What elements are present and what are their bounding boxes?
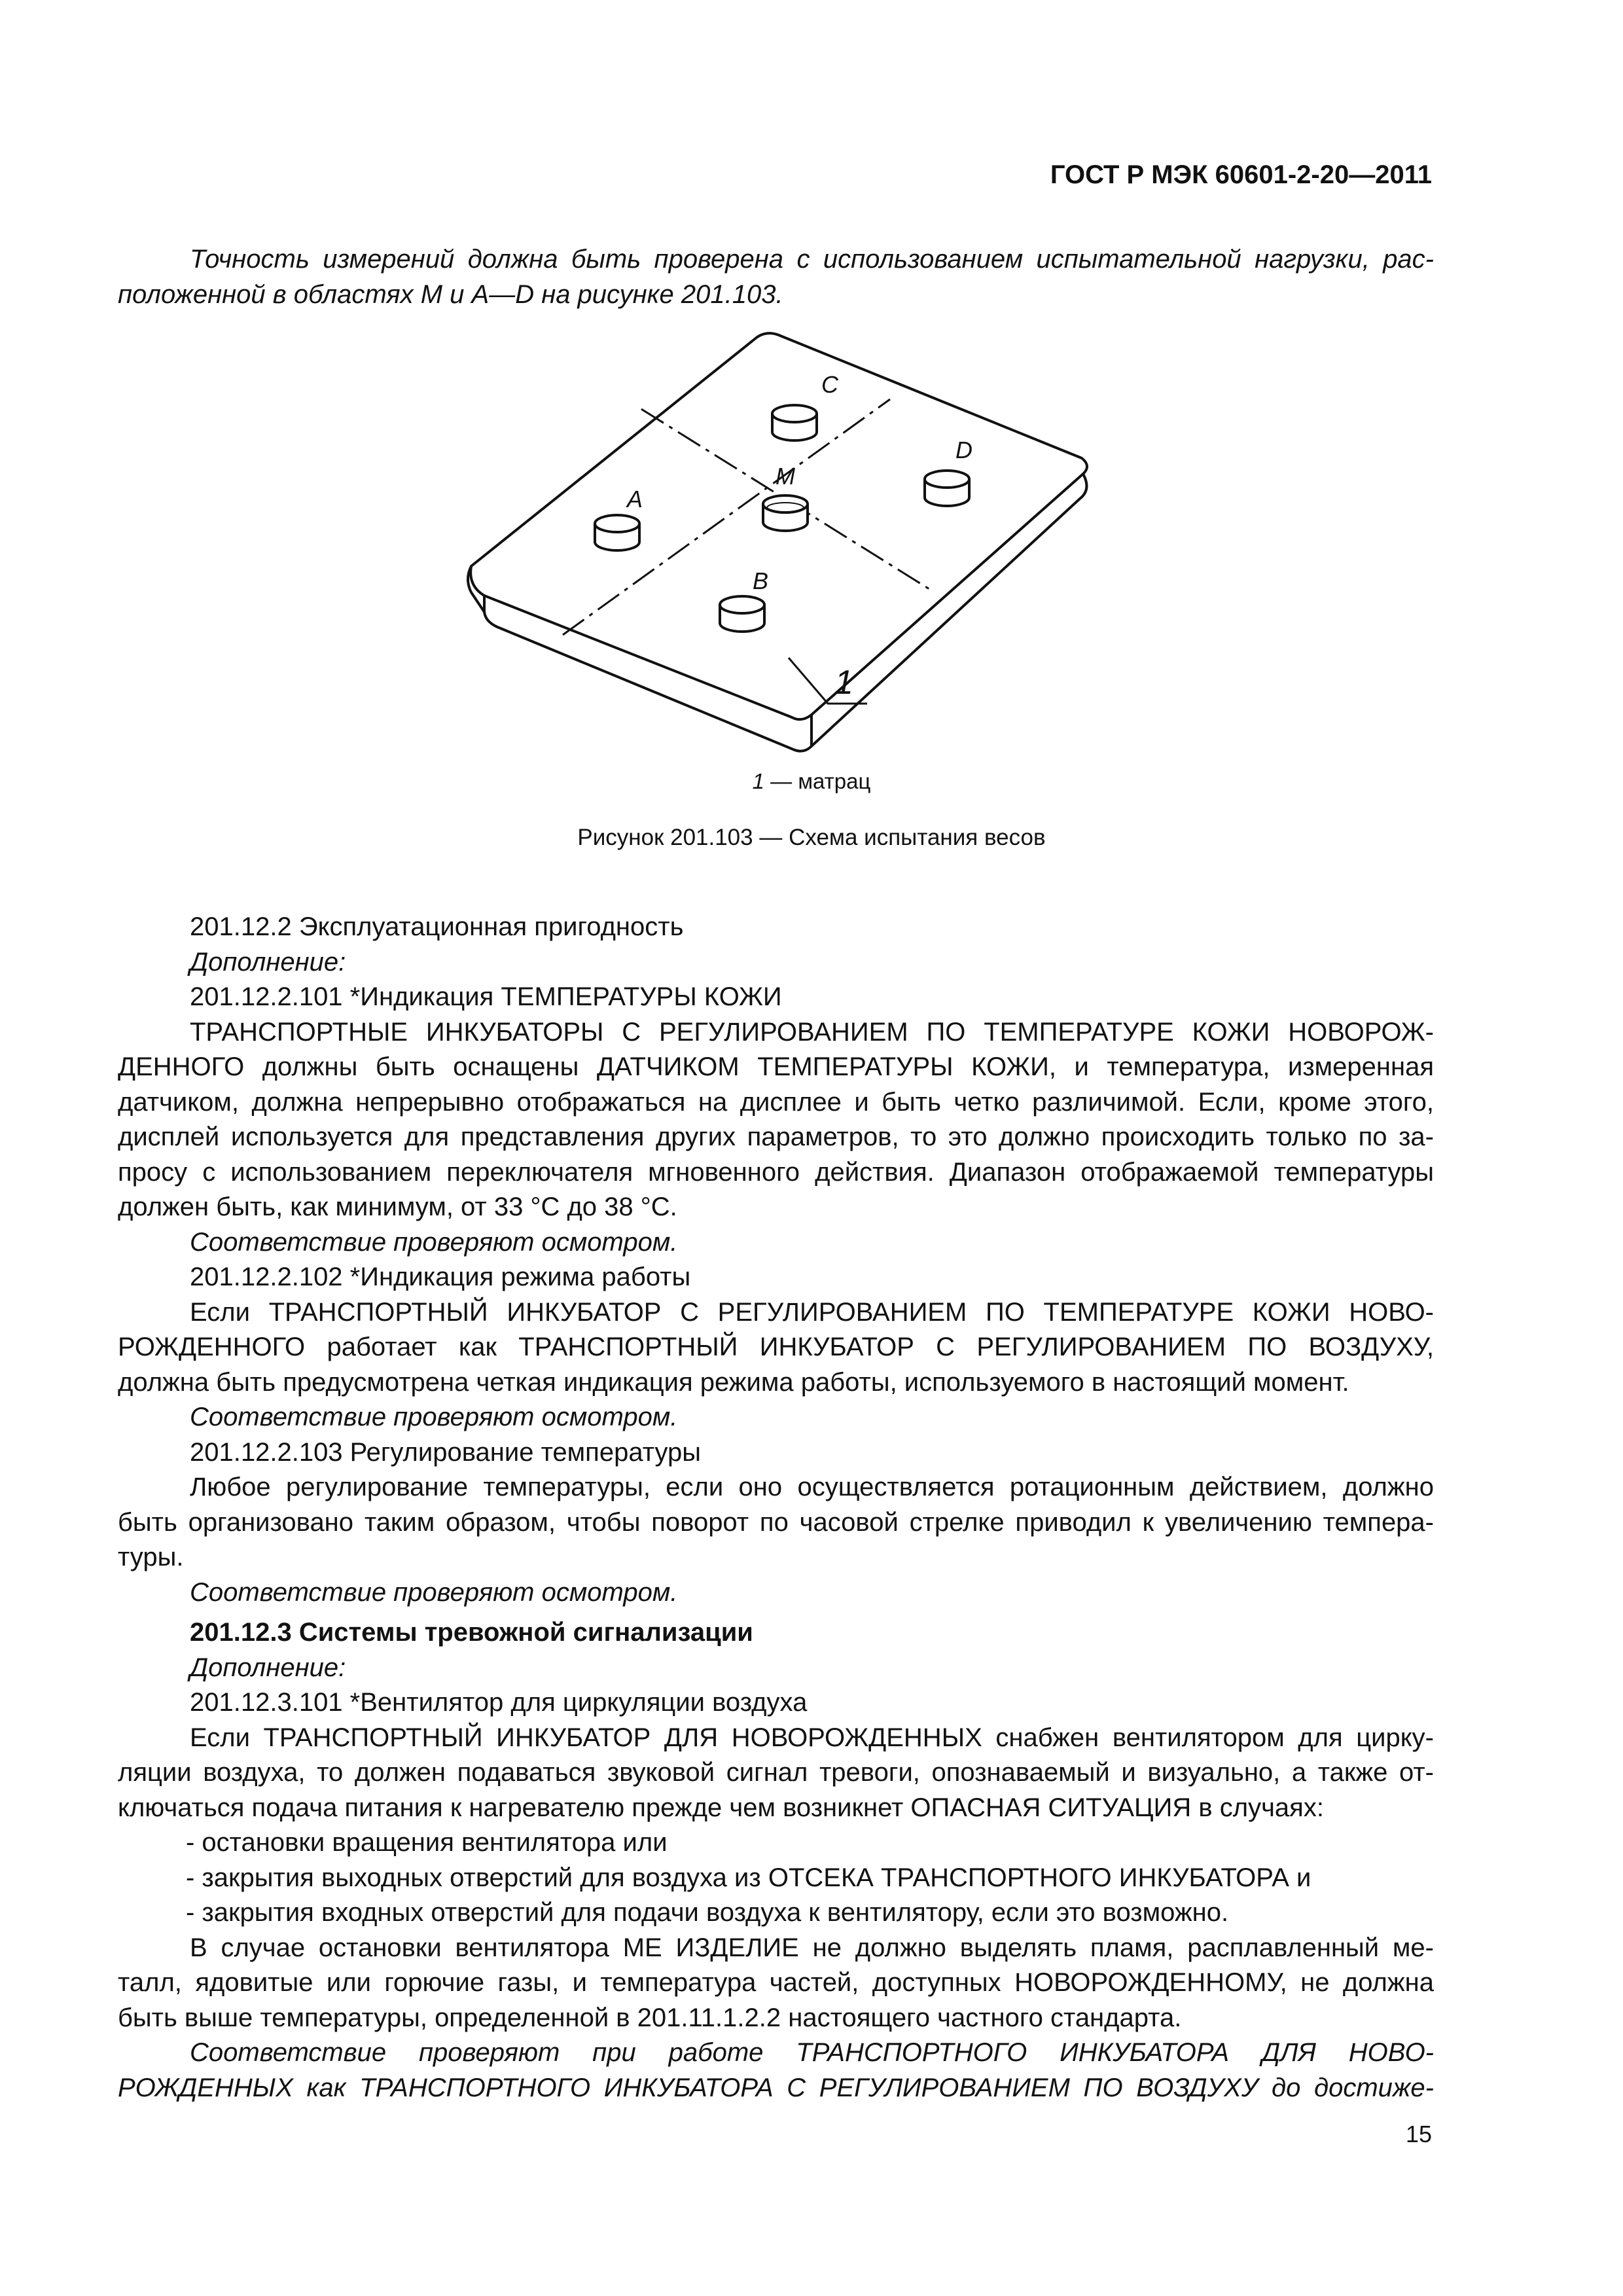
label-c: C — [821, 371, 838, 398]
paragraph — [118, 1295, 1434, 1401]
label-1: 1 — [834, 664, 853, 702]
compliance-note: Соответствие проверяют осмотром. — [190, 1577, 678, 1607]
weight-b — [720, 596, 764, 632]
paragraph-line: В случае остановки вентилятора МЕ ИЗДЕЛИЕ не должно выделять пламя, расплавленный ме- — [190, 1933, 1434, 1962]
paragraph-line: РОЖДЕННЫХ как ТРАНСПОРТНОГО ИНКУБАТОРА С РЕГУЛИРОВАНИЕМ ПО ВОЗДУХУ до достиже- — [118, 2073, 1434, 2102]
section-heading: 201.12.2 Эксплуатационная пригодность — [190, 912, 684, 941]
paragraph-line: ДЕННОГО должны быть оснащены ДАТЧИКОМ ТЕМПЕРАТУРЫ КОЖИ, и температура, измеренная — [118, 1052, 1434, 1081]
intro-line: положенной в областях M и A—D на рисунке 201.103. — [118, 279, 783, 309]
weight-d — [925, 471, 969, 506]
paragraph-line: Соответствие проверяют при работе ТРАНСПОРТНОГО ИНКУБАТОРА ДЛЯ НОВО- — [190, 2038, 1434, 2067]
label-b: B — [753, 567, 769, 594]
list-item: - закрытия выходных отверстий для воздуха из ОТСЕКА ТРАНСПОРТНОГО ИНКУБАТОРА и — [186, 1863, 1311, 1892]
paragraph-line: Если ТРАНСПОРТНЫЙ ИНКУБАТОР С РЕГУЛИРОВАНИЕМ ПО ТЕМПЕРАТУРЕ КОЖИ НОВО- — [190, 1297, 1434, 1327]
intro-text — [118, 242, 1434, 312]
intro-paragraph — [118, 242, 1434, 312]
paragraph-line: РОЖДЕННОГО работает как ТРАНСПОРТНЫЙ ИНКУБАТОР С РЕГУЛИРОВАНИЕМ ПО ВОЗДУХУ, — [118, 1333, 1434, 1361]
body-text — [118, 910, 1434, 2106]
leader-line — [789, 658, 867, 704]
paragraph — [118, 1470, 1434, 1575]
subsection-heading: 201.12.3.101 *Вентилятор для циркуляции воздуха — [190, 1688, 808, 1717]
paragraph-line: Если ТРАНСПОРТНЫЙ ИНКУБАТОР ДЛЯ НОВОРОЖДЕННЫХ снабжен вентилятором для цирку- — [190, 1723, 1434, 1752]
paragraph-line: быть выше температуры, определенной в 201.11.1.2.2 настоящего частного стандарта. — [118, 2003, 1182, 2032]
figure-caption: Рисунок 201.103 — Схема испытания весов — [577, 825, 1046, 850]
paragraph — [118, 1015, 1434, 1225]
compliance-note: Соответствие проверяют осмотром. — [190, 1227, 678, 1257]
compliance-note: Соответствие проверяют осмотром. — [190, 1403, 678, 1431]
weight-a — [595, 515, 639, 550]
label-m: M — [776, 463, 795, 490]
paragraph-line: быть организовано таким образом, чтобы поворот по часовой стрелке приводил к увеличению темпера- — [118, 1507, 1434, 1537]
paragraph-line: туры. — [118, 1543, 184, 1571]
legend-text: — матрац — [764, 769, 871, 793]
document-standard-header: ГОСТ Р МЭК 60601-2-20—2011 — [1050, 160, 1432, 189]
subsection-heading: 201.12.2.103 Регулирование температуры — [190, 1437, 702, 1467]
paragraph — [118, 1721, 1434, 1826]
mattress-right-edge — [812, 474, 1086, 746]
figure-legend — [0, 769, 1623, 794]
addition-label: Дополнение: — [190, 1653, 346, 1682]
paragraph-line: талл, ядовитые или горючие газы, и температура частей, доступных НОВОРОЖДЕННОМУ, не должна — [118, 1968, 1434, 1997]
paragraph-line: ключаться подача питания к нагревателю прежде чем возникнет ОПАСНАЯ СИТУАЦИЯ в случаях: — [118, 1793, 1324, 1822]
subsection-heading: 201.12.2.101 *Индикация ТЕМПЕРАТУРЫ КОЖИ — [190, 982, 782, 1011]
intro-line: Точность измерений должна быть проверена с использованием испытательной нагрузки, рас- — [190, 245, 1434, 274]
paragraph-line: ТРАНСПОРТНЫЕ ИНКУБАТОРЫ С РЕГУЛИРОВАНИЕМ ПО ТЕМПЕРАТУРЕ КОЖИ НОВОРОЖ- — [190, 1017, 1434, 1047]
addition-label: Дополнение: — [190, 947, 346, 977]
weight-m — [763, 495, 808, 531]
subsection-heading: 201.12.2.102 *Индикация режима работы — [190, 1263, 691, 1291]
label-d: D — [955, 437, 972, 463]
weight-c — [772, 405, 817, 440]
page-number: 15 — [1405, 2121, 1432, 2147]
paragraph-line: ляции воздуха, то должен подаваться звуковой сигнал тревоги, опознаваемый и визуально, а также от- — [118, 1758, 1434, 1787]
list-item: - закрытия входных отверстий для подачи воздуха к вентилятору, если это возможно. — [186, 1898, 1229, 1927]
paragraph — [118, 1931, 1434, 2036]
paragraph-line: дисплей используется для представления других параметров, то это должно происходить только по за- — [118, 1122, 1434, 1151]
paragraph-line: датчиком, должна непрерывно отображаться на дисплее и быть четко различимой. Если, кроме этого, — [118, 1087, 1434, 1117]
list-item: - остановки вращения вентилятора или — [186, 1828, 668, 1857]
paragraph-line: Любое регулирование температуры, если оно осуществляется ротационным действием, должно — [190, 1473, 1434, 1501]
section-heading: 201.12.3 Системы тревожной сигнализации — [190, 1618, 753, 1647]
paragraph-line: должен быть, как минимум, от 33 °С до 38 °С. — [118, 1193, 677, 1221]
label-a: A — [627, 486, 643, 512]
legend-number: 1 — [752, 769, 764, 793]
paragraph-line: должна быть предусмотрена четкая индикация режима работы, используемого в настоящий момент. — [118, 1367, 1349, 1397]
mattress-scale-test-diagram — [458, 327, 1113, 753]
compliance-paragraph — [118, 2036, 1434, 2106]
paragraph-line: просу с использованием переключателя мгновенного действия. Диапазон отображаемой температуры — [118, 1157, 1434, 1187]
